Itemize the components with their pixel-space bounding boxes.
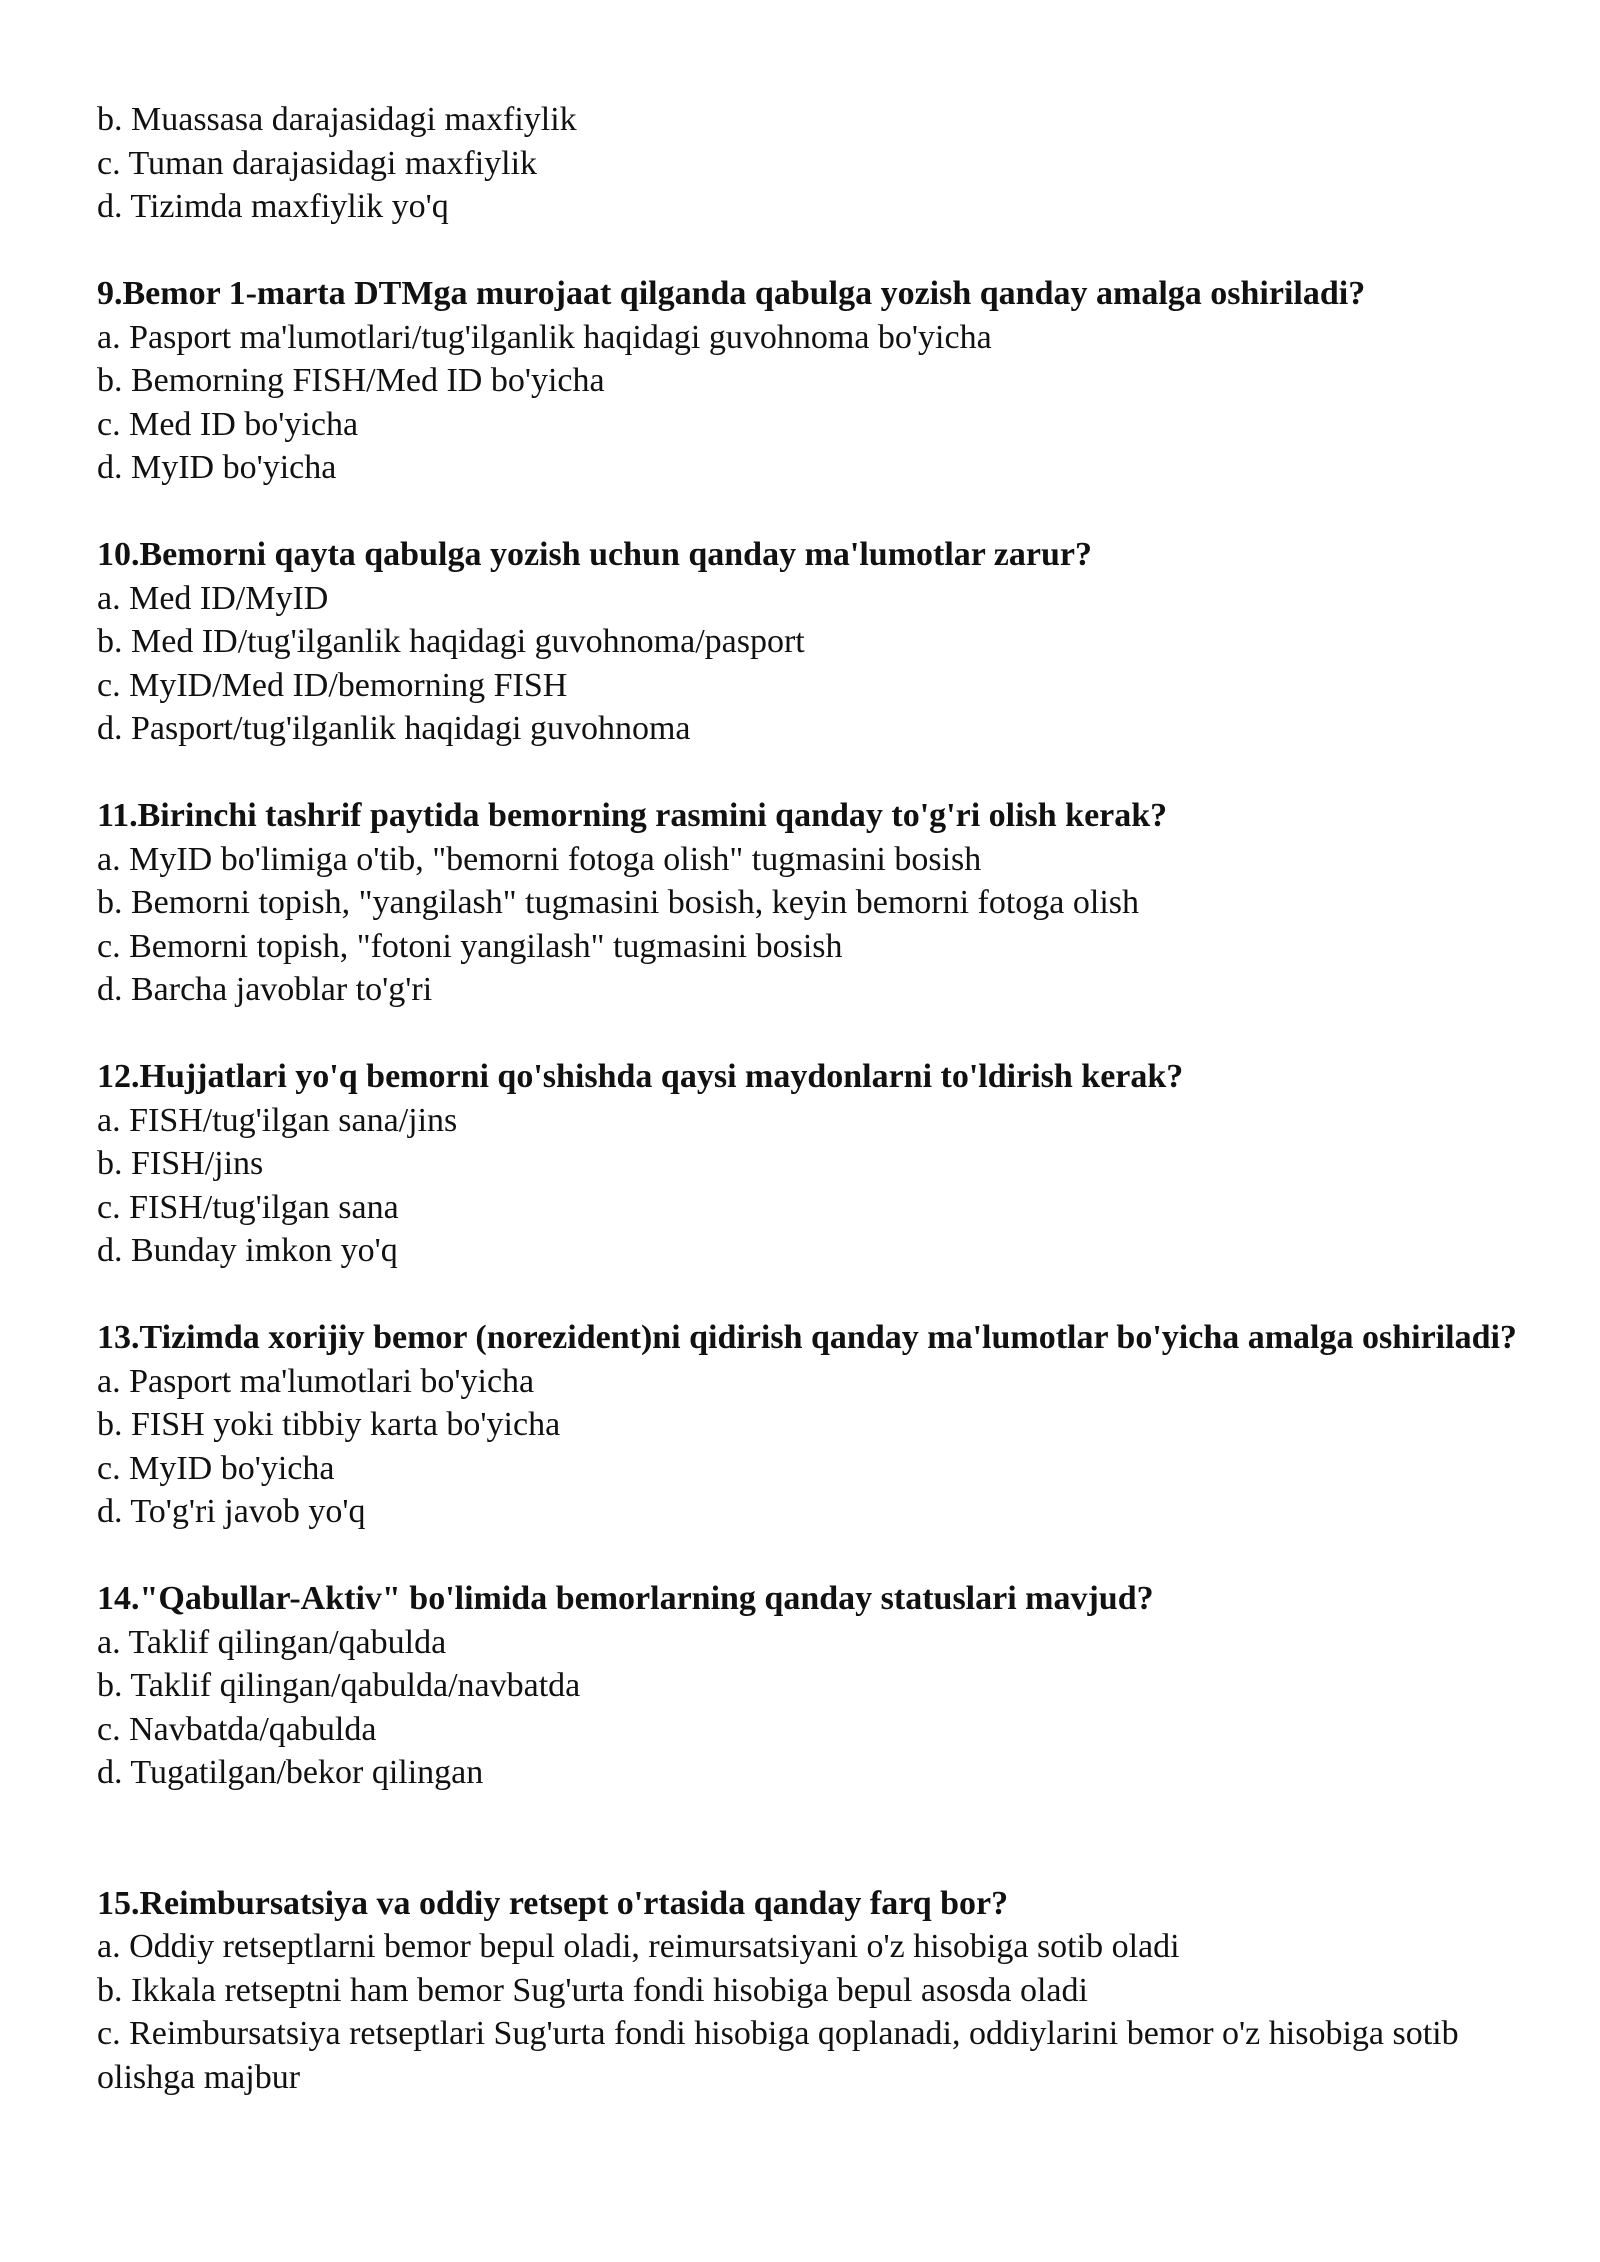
question-9 <box>97 272 1537 490</box>
answer-option: d. Tugatilgan/bekor qilingan <box>97 1754 484 1791</box>
answer-option: d. Barcha javoblar to'g'ri <box>97 971 433 1008</box>
question-14 <box>97 1577 1537 1795</box>
answer-option: b. FISH/jins <box>97 1145 264 1182</box>
question-title: 14."Qabullar-Aktiv" bo'limida bemorlarning qanday statuslari mavjud? <box>97 1580 1154 1617</box>
answer-option: b. Taklif qilingan/qabulda/navbatda <box>97 1667 581 1704</box>
answer-option: c. Bemorni topish, "fotoni yangilash" tugmasini bosish <box>97 927 843 965</box>
question-11 <box>97 794 1537 1012</box>
answer-option: c. MyID bo'yicha <box>97 1449 335 1487</box>
question-12 <box>97 1055 1537 1273</box>
answer-option: c. Med ID bo'yicha <box>97 405 359 443</box>
answer-option: b. Med ID/tug'ilganlik haqidagi guvohnoma/pasport <box>97 623 805 660</box>
answer-option: b. FISH yoki tibbiy karta bo'yicha <box>97 1406 561 1443</box>
answer-option: c. Reimbursatsiya retseptlari Sug'urta fondi hisobiga qoplanadi, oddiylarini bemor o'z hisobiga sotib olishga majbur <box>97 2015 1459 2096</box>
question-15 <box>97 1882 1537 2100</box>
answer-option: b. Bemorni topish, "yangilash" tugmasini bosish, keyin bemorni fotoga olish <box>97 884 1140 921</box>
answer-option: a. Taklif qilingan/qabulda <box>97 1623 447 1661</box>
answer-option: b. Muassasa darajasidagi maxfiylik <box>97 101 577 138</box>
question-title: 10.Bemorni qayta qabulga yozish uchun qanday ma'lumotlar zarur? <box>97 536 1092 573</box>
answer-option: c. FISH/tug'ilgan sana <box>97 1188 399 1226</box>
question-10 <box>97 533 1537 751</box>
question-8-continued <box>97 98 1537 229</box>
question-title: 12.Hujjatlari yo'q bemorni qo'shishda qaysi maydonlarni to'ldirish kerak? <box>97 1058 1184 1095</box>
question-title: 11.Birinchi tashrif paytida bemorning rasmini qanday to'g'ri olish kerak? <box>97 797 1168 834</box>
question-title: 13.Tizimda xorijiy bemor (norezident)ni qidirish qanday ma'lumotlar bo'yicha amalga oshiriladi? <box>97 1319 1517 1356</box>
question-13 <box>97 1316 1537 1534</box>
document-body <box>97 98 1537 2099</box>
question-title: 15.Reimbursatsiya va oddiy retsept o'rtasida qanday farq bor? <box>97 1884 1009 1922</box>
answer-option: c. Tuman darajasidagi maxfiylik <box>97 144 538 182</box>
answer-option: d. MyID bo'yicha <box>97 449 337 486</box>
answer-option: c. MyID/Med ID/bemorning FISH <box>97 666 568 704</box>
answer-option: b. Ikkala retseptni ham bemor Sug'urta fondi hisobiga bepul asosda oladi <box>97 1971 1088 2009</box>
answer-option: a. Pasport ma'lumotlari bo'yicha <box>97 1362 535 1400</box>
answer-option: d. To'g'ri javob yo'q <box>97 1493 366 1530</box>
answer-option: a. Oddiy retseptlarni bemor bepul oladi, reimursatsiyani o'z hisobiga sotib oladi <box>97 1928 1180 1965</box>
question-title: 9.Bemor 1-marta DTMga murojaat qilganda qabulga yozish qanday amalga oshiriladi? <box>97 275 1366 312</box>
answer-option: b. Bemorning FISH/Med ID bo'yicha <box>97 362 605 399</box>
answer-option: a. MyID bo'limiga o'tib, "bemorni fotoga olish" tugmasini bosish <box>97 840 982 878</box>
answer-option: c. Navbatda/qabulda <box>97 1710 377 1748</box>
answer-option: d. Tizimda maxfiylik yo'q <box>97 188 449 225</box>
answer-option: a. FISH/tug'ilgan sana/jins <box>97 1101 458 1139</box>
answer-option: d. Pasport/tug'ilganlik haqidagi guvohnoma <box>97 710 691 747</box>
answer-option: a. Pasport ma'lumotlari/tug'ilganlik haqidagi guvohnoma bo'yicha <box>97 318 992 356</box>
answer-option: d. Bunday imkon yo'q <box>97 1232 398 1269</box>
answer-option: a. Med ID/MyID <box>97 579 329 617</box>
